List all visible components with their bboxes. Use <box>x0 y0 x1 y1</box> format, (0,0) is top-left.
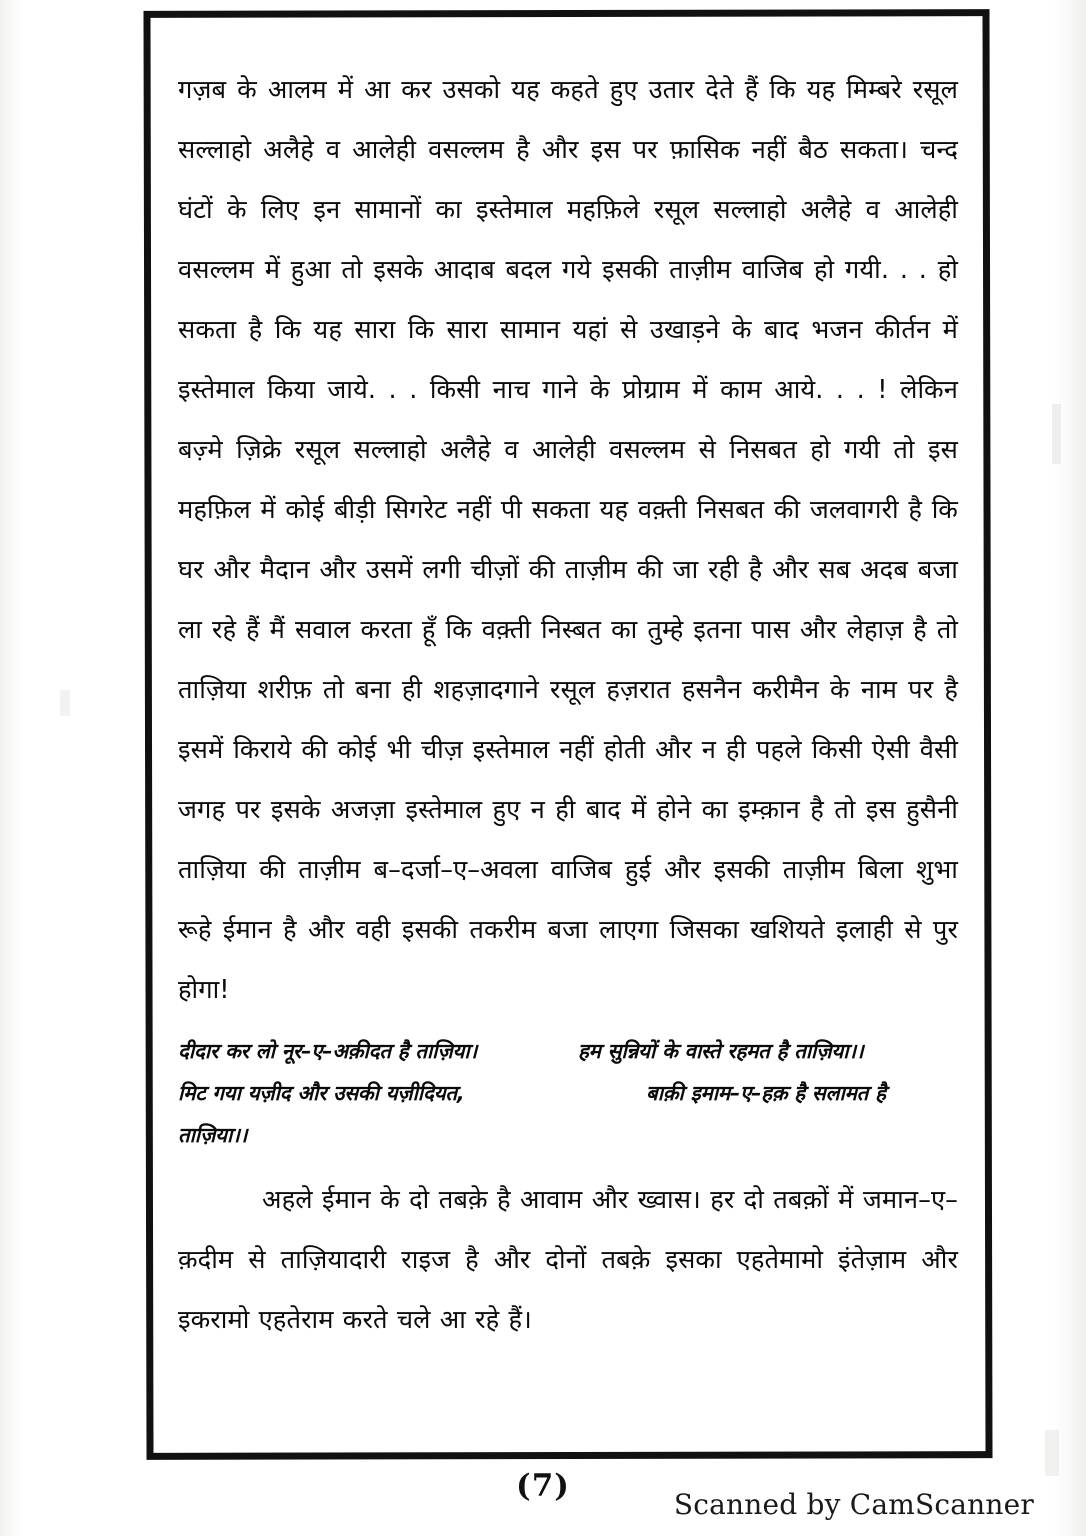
couplet-2-hemistich-a: मिट गया यज़ीद और उसकी यज़ीदियत, <box>178 1081 465 1105</box>
body-paragraph-2: अहले ईमान के दो तबक़े है आवाम और ख्वास। हर दो तबक़ों में जमान–ए–क़दीम से ताज़ियादारी राइज है और दोनों तबक़े इसका एहतेमामो इंतेज़ाम और इकरामो एहतेराम करते चले आ रहे हैं। <box>178 1185 958 1335</box>
page-text-block <box>152 18 984 1451</box>
couplet-2-wrap-tail: ताज़िया।। <box>178 1123 248 1147</box>
couplet-2-hemistich-b: बाक़ी इमाम–ए–हक़ है सलामत है <box>646 1081 886 1105</box>
couplet-block <box>178 1030 958 1156</box>
scan-edge-shading-left <box>0 0 26 1536</box>
scan-edge-shading-right <box>1052 0 1086 1536</box>
scan-artifact-speck <box>1052 404 1061 464</box>
couplet-1-hemistich-a: दीदार कर लो नूर–ए–अक़ीदत है ताज़िया। <box>178 1039 478 1063</box>
couplet-line-1 <box>178 1030 958 1072</box>
couplet-1-hemistich-b: हम सुन्नियों के वास्ते रहमत है ताज़िया।। <box>578 1039 864 1063</box>
body-paragraph-1: गज़ब के आलम में आ कर उसको यह कहते हुए उतार देते हैं कि यह मिम्बरे रसूल सल्लाहो अलैहे व आलेही वसल्लम है और इस पर फ़ासिक नहीं बैठ सकता। चन्द घंटों के लिए इन सामानों का इस्तेमाल महफ़िले रसूल सल्लाहो अलैहे व आलेही वसल्लम में हुआ तो इसके आदाब बदल गये इसकी ताज़ीम वाजिब हो गयी. . . हो सकता है कि यह सारा कि सारा सामान यहां से उखाड़ने के बाद भजन कीर्तन में इस्तेमाल किया जाये. . . किसी नाच गाने के प्रोग्राम में काम आये. . . ! लेकिन बज़्मे ज़िक्रे रसूल सल्लाहो अलैहे व आलेही वसल्लम से निसबत हो गयी तो इस महफ़िल में कोई बीड़ी सिगरेट नहीं पी सकता यह वक़्ती निसबत की जलवागरी है कि घर और मैदान और उसमें लगी चीज़ों की ताज़ीम की जा रही है और सब अदब बजा ला रहे हैं मैं सवाल करता हूँ कि वक़्ती निस्बत का तुम्हे इतना पास और लेहाज़ है तो ताज़िया शरीफ़ तो बना ही शहज़ादगाने रसूल हज़रात हसनैन करीमैन के नाम पर है इसमें किराये की कोई भी चीज़ इस्तेमाल नहीं होती और न ही पहले किसी ऐसी वैसी जगह पर इसके अजज़ा इस्तेमाल हुए न ही बाद में होने का इम्क़ान है तो इस हुसैनी ताज़िया की ताज़ीम ब–दर्जा–ए–अवला वाजिब हुई और इसकी ताज़ीम बिला शुभा रूहे ईमान है और वही इसकी तकरीम बजा लाएगा जिसका खशियते इलाही से पुर होगा! <box>178 75 958 1005</box>
scan-artifact-speck <box>60 690 70 716</box>
camscanner-watermark: Scanned by CamScanner <box>673 1488 1034 1521</box>
couplet-line-2 <box>178 1072 958 1114</box>
page-number: (7) <box>516 1468 570 1504</box>
